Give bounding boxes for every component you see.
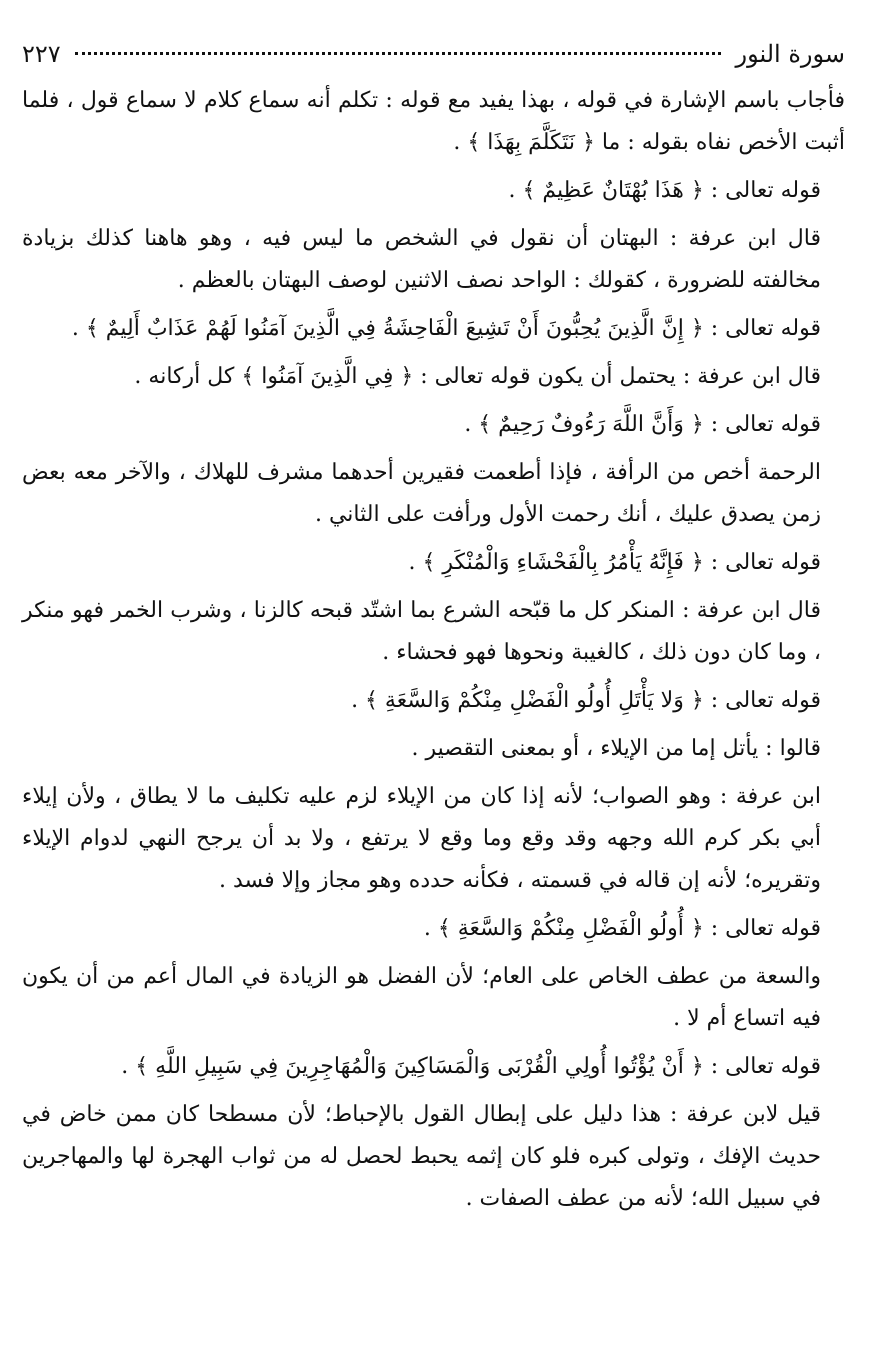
paragraph: قوله تعالى : ﴿ وَأَنَّ اللَّهَ رَءُوفٌ رَحِيمٌ ﴾ . — [464, 412, 821, 437]
page-header — [22, 40, 845, 80]
paragraph: قوله تعالى : ﴿ فَإِنَّهُ يَأْمُرُ بِالْفَحْشَاءِ وَالْمُنْكَرِ ﴾ . — [408, 550, 821, 575]
paragraph: قال ابن عرفة : المنكر كل ما قبّحه الشرع بما اشتّد قبحه كالزنا ، وشرب الخمر فهو منكر ، وما كان دون ذلك ، كالغيبة ونحوها فهو فحشاء . — [22, 598, 821, 665]
paragraph: قوله تعالى : ﴿ أُولُو الْفَضْلِ مِنْكُمْ وَالسَّعَةِ ﴾ . — [423, 916, 821, 941]
page-number: ٢٢٧ — [22, 40, 61, 68]
paragraph: والسعة من عطف الخاص على العام؛ لأن الفضل هو الزيادة في المال أعم من أن يكون فيه اتساع أم لا . — [22, 964, 821, 1031]
paragraph: قوله تعالى : ﴿ وَلا يَأْتَلِ أُولُو الْفَضْلِ مِنْكُمْ وَالسَّعَةِ ﴾ . — [351, 688, 821, 713]
paragraph: ابن عرفة : وهو الصواب؛ لأنه إذا كان من الإيلاء لزم عليه تكليف ما لا يطاق ، ولأن إيلاء أبي بكر كرم الله وجهه وقد وقع وما وقع لا يرتفع ، ولا بد أن يرجح النهي لدوام الإيلاء وتقريره؛ لأنه إن قاله في قسمته ، فكأنه حدده وهو مجاز وإلا فسد . — [22, 784, 821, 893]
paragraph: قيل لابن عرفة : هذا دليل على إبطال القول بالإحباط؛ لأن مسطحا كان ممن خاض في حديث الإفك ، وتولى كبره فلو كان إثمه يحبط لحصل له من ثواب الهجرة لها والمهاجرين في سبيل الله؛ لأنه من عطف الصفات . — [22, 1102, 821, 1211]
paragraph: قوله تعالى : ﴿ إِنَّ الَّذِينَ يُحِبُّونَ أَنْ تَشِيعَ الْفَاحِشَةُ فِي الَّذِينَ آمَنُوا لَهُمْ عَذَابٌ أَلِيمٌ ﴾ . — [71, 316, 821, 341]
paragraph: الرحمة أخص من الرأفة ، فإذا أطعمت فقيرين أحدهما مشرف للهلاك ، والآخر معه بعض زمن يصدق عليك ، أنك رحمت الأول ورأفت على الثاني . — [22, 460, 821, 527]
surah-title: سورة النور — [735, 40, 845, 68]
header-dotted-rule — [75, 52, 722, 55]
paragraph: قالوا : يأتل إما من الإيلاء ، أو بمعنى التقصير . — [411, 736, 821, 761]
paragraph: قوله تعالى : ﴿ هَذَا بُهْتَانٌ عَظِيمٌ ﴾ . — [508, 178, 821, 203]
paragraph: قال ابن عرفة : يحتمل أن يكون قوله تعالى : ﴿ فِي الَّذِينَ آمَنُوا ﴾ كل أركانه . — [134, 364, 821, 389]
paragraph: فأجاب باسم الإشارة في قوله ، بهذا يفيد مع قوله : تكلم أنه سماع كلام لا سماع قول ، فلما أثبت الأخص نفاه بقوله : ما ﴿ نَتَكَلَّمَ بِهَذَا ﴾ . — [22, 88, 845, 155]
paragraph: قال ابن عرفة : البهتان أن نقول في الشخص ما ليس فيه ، وهو هاهنا كذلك بزيادة مخالفته للضرورة ، كقولك : الواحد نصف الاثنين لوصف البهتان بالعظم . — [22, 226, 821, 293]
page-body — [22, 80, 845, 1220]
paragraph: قوله تعالى : ﴿ أَنْ يُؤْتُوا أُولِي الْقُرْبَى وَالْمَسَاكِينَ وَالْمُهَاجِرِينَ فِي سَبِيلِ اللَّهِ ﴾ . — [121, 1054, 821, 1079]
